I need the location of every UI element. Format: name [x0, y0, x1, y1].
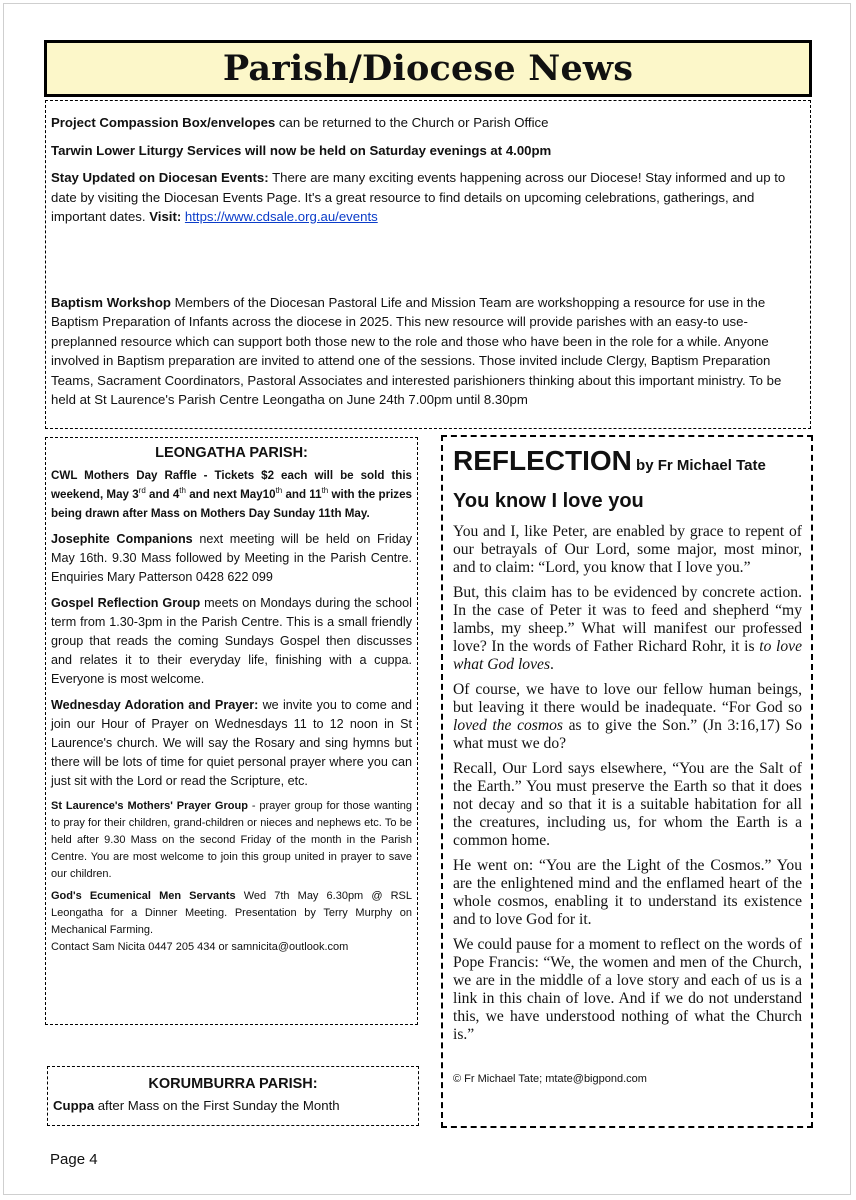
men-contact: Contact Sam Nicita 0447 205 434 or samnicita@outlook.com — [51, 941, 349, 953]
cwl-text-a: - Tickets $2 each will be sold this weekend, May 3 — [51, 469, 413, 501]
compassion-notice — [51, 113, 798, 133]
cuppa-notice — [53, 1097, 413, 1115]
cwl-sup: th — [321, 486, 329, 496]
spacer — [51, 235, 798, 293]
reflection-paragraph: He went on: “You are the Light of the Cosmos.” You are the enlightened mind and the enflamed heart of the whole cosmos, enabling it to understand its existence and to love God for it. — [453, 857, 802, 928]
reflection-text: as to give the Son.” (Jn 3:16,17) So what must we do? — [453, 717, 802, 752]
adoration-text: we invite you to come and join our Hour of Prayer on Wednesdays 11 to 12 noon in St Laurence's church. We will say the Rosary and sing hymns but there will be lots of time for quiet personal prayer where you can just sit with the Lord or read the Scripture, etc. — [51, 698, 412, 788]
reflection-subtitle: You know I love you — [453, 490, 644, 512]
events-text: There are many exciting events happening across our Diocese! Stay informed and up to date by visiting the Diocesan Events Page. It's a great resource to find details on upcoming celebrations, gatherings, and important dates. — [51, 170, 786, 224]
events-notice — [51, 168, 798, 227]
leongatha-parish-box — [45, 437, 418, 1025]
reflection-text: . — [550, 656, 554, 673]
reflection-paragraph — [453, 584, 802, 674]
gospel-notice — [51, 594, 412, 689]
events-heading: Stay Updated on Diocesan Events: — [51, 170, 269, 185]
reflection-italic: loved the cosmos — [453, 717, 563, 734]
cwl-raffle-notice — [51, 466, 412, 523]
cwl-sup: th — [275, 486, 283, 496]
josephite-text: next meeting will be held on Friday May 16th. 9.30 Mass followed by Meeting in the Parish Centre. Enquiries Mary Patterson 0428 622 099 — [51, 532, 412, 584]
mothers-prayer-notice — [51, 798, 412, 883]
men-servants-notice — [51, 888, 412, 956]
cwl-sup: rd — [138, 486, 146, 496]
korumburra-parish-box — [47, 1066, 419, 1126]
men-text: Wed 7th May 6.30pm @ RSL Leongatha for a Dinner Meeting. Presentation by Terry Murphy on Mechanical Farming. — [51, 890, 412, 936]
josephite-heading: Josephite Companions — [51, 532, 193, 546]
tarwin-notice — [51, 141, 798, 161]
mothers-text: - prayer group for those wanting to pray for their children, grand-children or nieces and nephews etc. To be held after 9.30 Mass on the second Friday of the month in the Parish Centre. You are most welcome to join this group united in prayer to save our children. — [51, 800, 412, 880]
diocese-news-box — [45, 100, 811, 429]
reflection-text: Of course, we have to love our fellow human beings, but leaving it there would be inadequate. “For God so — [453, 681, 802, 716]
cwl-text-b: and 4 — [145, 488, 180, 501]
baptism-heading: Baptism Workshop — [51, 294, 171, 310]
page-number: Page 4 — [50, 1151, 98, 1168]
cwl-sup: th — [179, 486, 186, 496]
cuppa-text: after Mass on the First Sunday the Month — [94, 1098, 340, 1113]
title-banner — [44, 40, 812, 97]
cuppa-heading: Cuppa — [53, 1098, 95, 1113]
gospel-heading: Gospel Reflection Group — [51, 596, 201, 610]
reflection-author: by Fr Michael Tate — [631, 457, 766, 474]
adoration-heading: Wednesday Adoration and Prayer: — [51, 698, 259, 712]
baptism-text: Members of the Diocesan Pastoral Life and Mission Team are workshopping a resource for use in the Baptism Preparation of Infants across the diocese in 2025. This new resource will provide parishes with an easy-to use-preplanned resource which can support both those new to the role and those who have been in the role for a while. Anyone involved in Baptism preparation are invited to attend one of the sessions. Those invited include Clergy, Baptism Preparation Teams, Sacrament Coordinators, Pastoral Associates and interested parishioners thinking about this important ministry. To be held at St Laurence's Parish Centre Leongatha on June 24th 7.00pm until 8.30pm — [51, 294, 782, 407]
reflection-title — [453, 443, 802, 484]
compassion-heading: Project Compassion Box/envelopes — [51, 115, 276, 130]
reflection-text: But, this claim has to be evidenced by concrete action. In the case of Peter it was to feed and shepherd “my lambs, my sheep.” What will manifest our professed love? In the words of Father Richard Rohr, it is — [453, 584, 802, 655]
tarwin-text: Tarwin Lower Liturgy Services will now be held on Saturday evenings at 4.00pm — [51, 142, 552, 158]
adoration-notice — [51, 696, 412, 791]
cwl-heading: CWL Mothers Day Raffle — [51, 469, 197, 482]
leongatha-heading: LEONGATHA PARISH: — [155, 445, 308, 461]
reflection-paragraph — [453, 681, 802, 753]
reflection-title-text: REFLECTION — [453, 445, 632, 476]
cwl-text-e: with the prizes being drawn after Mass on Mothers Day Sunday 11th May. — [51, 488, 412, 520]
men-heading: God's Ecumenical Men Servants — [51, 890, 236, 902]
cwl-text-d: and 11 — [282, 488, 322, 501]
events-link[interactable]: https://www.cdsale.org.au/events — [184, 209, 378, 224]
korumburra-heading: KORUMBURRA PARISH: — [148, 1076, 318, 1092]
reflection-paragraph: You and I, like Peter, are enabled by grace to repent of our betrayals of Our Lord, some major, most minor, and to claim: “Lord, you know that I love you.” — [453, 523, 802, 576]
reflection-paragraph: We could pause for a moment to reflect on the words of Pope Francis: “We, the women and men of the Church, we are in the middle of a love story and each of us is a link in this chain of love. And if we do not understand this, we have understood nothing of what the Church is.” — [453, 936, 802, 1043]
baptism-notice — [51, 293, 798, 410]
page-title: Parish/Diocese News — [222, 48, 634, 89]
reflection-box — [441, 435, 813, 1128]
compassion-text: can be returned to the Church or Parish Office — [275, 115, 549, 130]
gospel-text: meets on Mondays during the school term from 1.30-3pm in the Parish Centre. This is a small friendly group that reads the coming Sundays Gospel then discusses and relates it to their everyday life, finishing with a cuppa. Everyone is most welcome. — [51, 596, 412, 686]
mothers-heading: St Laurence's Mothers' Prayer Group — [51, 800, 248, 812]
visit-label: Visit: — [149, 209, 182, 224]
josephite-notice — [51, 530, 412, 587]
cwl-text-c: and next May10 — [185, 488, 276, 501]
reflection-italic: to love what God loves — [453, 638, 802, 673]
reflection-paragraph: Recall, Our Lord says elsewhere, “You are the Salt of the Earth.” You must preserve the Earth so that it does not decay and so that it is a suitable habitation for all the creatures, including us, for whom the Earth is a common home. — [453, 760, 802, 849]
reflection-credit: © Fr Michael Tate; mtate@bigpond.com — [453, 1073, 647, 1085]
